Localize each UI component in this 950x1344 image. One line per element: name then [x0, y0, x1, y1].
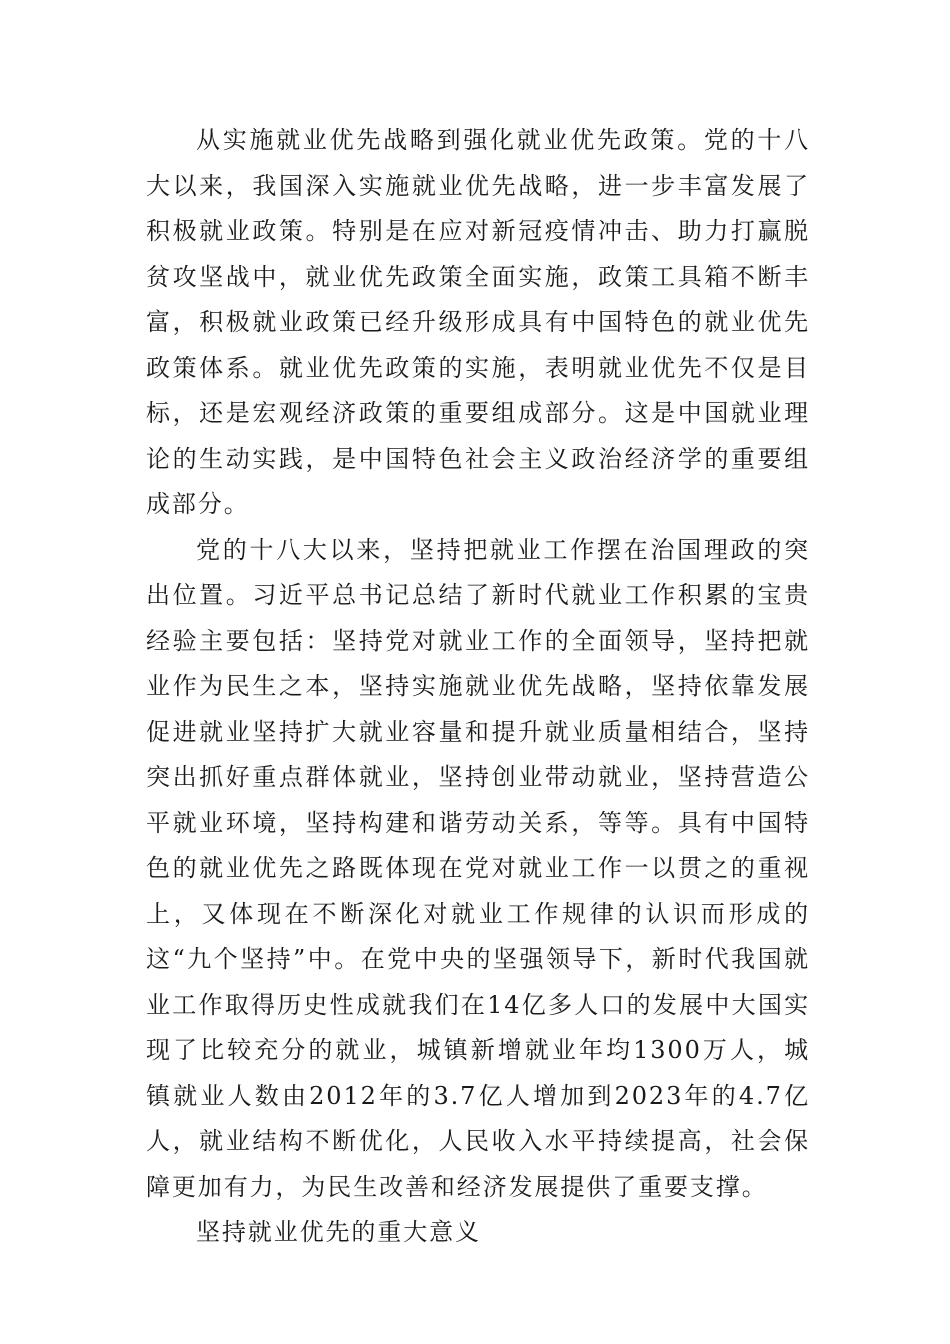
paragraph-employment-priority-policy: 从实施就业优先战略到强化就业优先政策。党的十八大以来，我国深入实施就业优先战略，进一步丰富发展了积极就业政策。特别是在应对新冠疫情冲击、助力打赢脱贫攻坚战中，就业优先政策全面实施，政策工具箱不断丰富，积极就业政策已经升级形成具有中国特色的就业优先政策体系。就业优先政策的实施，表明就业优先不仅是目标，还是宏观经济政策的重要组成部分。这是中国就业理论的生动实践，是中国特色社会主义政治经济学的重要组成部分。: [146, 126, 810, 518]
document-page: [146, 118, 810, 1256]
paragraph-employment-achievements: 党的十八大以来，坚持把就业工作摆在治国理政的突出位置。习近平总书记总结了新时代就业工作积累的宝贵经验主要包括：坚持党对就业工作的全面领导，坚持把就业作为民生之本，坚持实施就业优先战略，坚持依靠发展促进就业坚持扩大就业容量和提升就业质量相结合，坚持突出抓好重点群体就业，坚持创业带动就业，坚持营造公平就业环境，坚持构建和谐劳动关系，等等。具有中国特色的就业优先之路既体现在党对就业工作一以贯之的重视上，又体现在不断深化对就业工作规律的认识而形成的这“九个坚持”中。在党中央的坚强领导下，新时代我国就业工作取得历史性成就我们在14亿多人口的发展中大国实现了比较充分的就业，城镇新增就业年均1300万人，城镇就业人数由2012年的3.7亿人增加到2023年的4.7亿人，就业结构不断优化，人民收入水平持续提高，社会保障更加有力，为民生改善和经济发展提供了重要支撑。: [146, 535, 810, 1201]
section-heading: 坚持就业优先的重大意义: [196, 1218, 481, 1246]
